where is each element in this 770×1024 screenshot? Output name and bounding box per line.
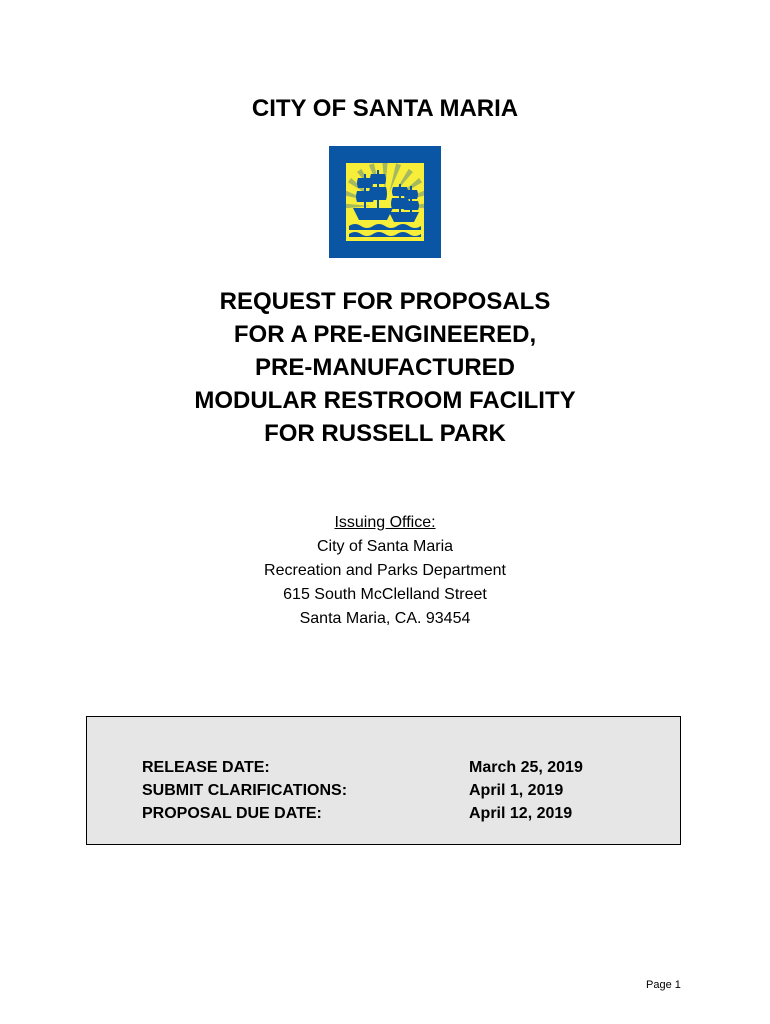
- city-heading: CITY OF SANTA MARIA: [251, 95, 519, 122]
- date-row-due: [87, 803, 680, 825]
- date-value: April 1, 2019: [469, 782, 564, 799]
- office-address-line: City of Santa Maria: [316, 538, 454, 555]
- office-address-line: Santa Maria, CA. 93454: [299, 610, 471, 627]
- key-dates-box: [86, 716, 681, 845]
- date-label: SUBMIT CLARIFICATIONS:: [142, 782, 348, 799]
- page-number: Page 1: [646, 979, 681, 991]
- rfp-title-line: FOR RUSSELL PARK: [264, 420, 506, 447]
- rfp-title: [0, 285, 770, 450]
- issuing-office: [0, 511, 770, 631]
- rfp-title-line: FOR A PRE-ENGINEERED,: [233, 321, 537, 348]
- date-value: March 25, 2019: [469, 759, 583, 776]
- rfp-title-line: MODULAR RESTROOM FACILITY: [194, 387, 576, 414]
- rfp-title-line: REQUEST FOR PROPOSALS: [219, 288, 551, 315]
- city-seal-ship-icon: [329, 146, 441, 258]
- date-row-clarifications: [87, 780, 680, 802]
- date-row-release: [87, 757, 680, 779]
- city-seal: [329, 146, 441, 258]
- office-address-line: 615 South McClelland Street: [283, 586, 487, 603]
- date-value: April 12, 2019: [469, 805, 573, 822]
- issuing-office-heading: Issuing Office:: [334, 514, 436, 531]
- date-label: RELEASE DATE:: [142, 759, 270, 776]
- office-address-line: Recreation and Parks Department: [264, 562, 506, 579]
- date-label: PROPOSAL DUE DATE:: [142, 805, 322, 822]
- rfp-title-line: PRE-MANUFACTURED: [255, 354, 515, 381]
